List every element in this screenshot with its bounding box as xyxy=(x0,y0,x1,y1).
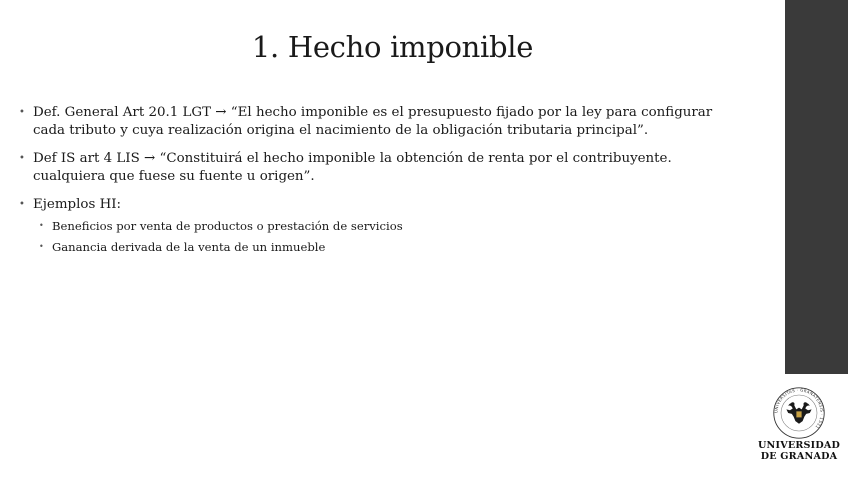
university-seal-icon xyxy=(772,386,826,440)
logo-line-1: UNIVERSIDAD xyxy=(757,440,841,451)
seal-text: UNIVERSITAS · GRANATENSIS · 1531 xyxy=(773,387,825,430)
bullet-item: • Def IS art 4 LIS → “Constituirá el hecho imponible la obtención de renta por el contribuyente. cualquiera que fuese su fuente u origen”. xyxy=(18,150,743,185)
university-logo xyxy=(752,386,846,474)
bullet-item: • Def. General Art 20.1 LGT → “El hecho imponible es el presupuesto fijado por la ley para configurar cada tributo y cuya realización origina el nacimiento de la obligación tributaria principal”. xyxy=(18,104,743,139)
sub-bullet-item: • Ganancia derivada de la venta de un inmueble xyxy=(18,239,743,255)
sub-bullet-item: • Beneficios por venta de productos o prestación de servicios xyxy=(18,218,743,234)
bullet-item: • Ejemplos HI: xyxy=(18,196,743,214)
slide-title: 1. Hecho imponible xyxy=(251,30,534,64)
logo-line-2: DE GRANADA xyxy=(760,451,838,462)
side-decoration-bar xyxy=(785,0,848,374)
slide-content xyxy=(18,104,743,260)
